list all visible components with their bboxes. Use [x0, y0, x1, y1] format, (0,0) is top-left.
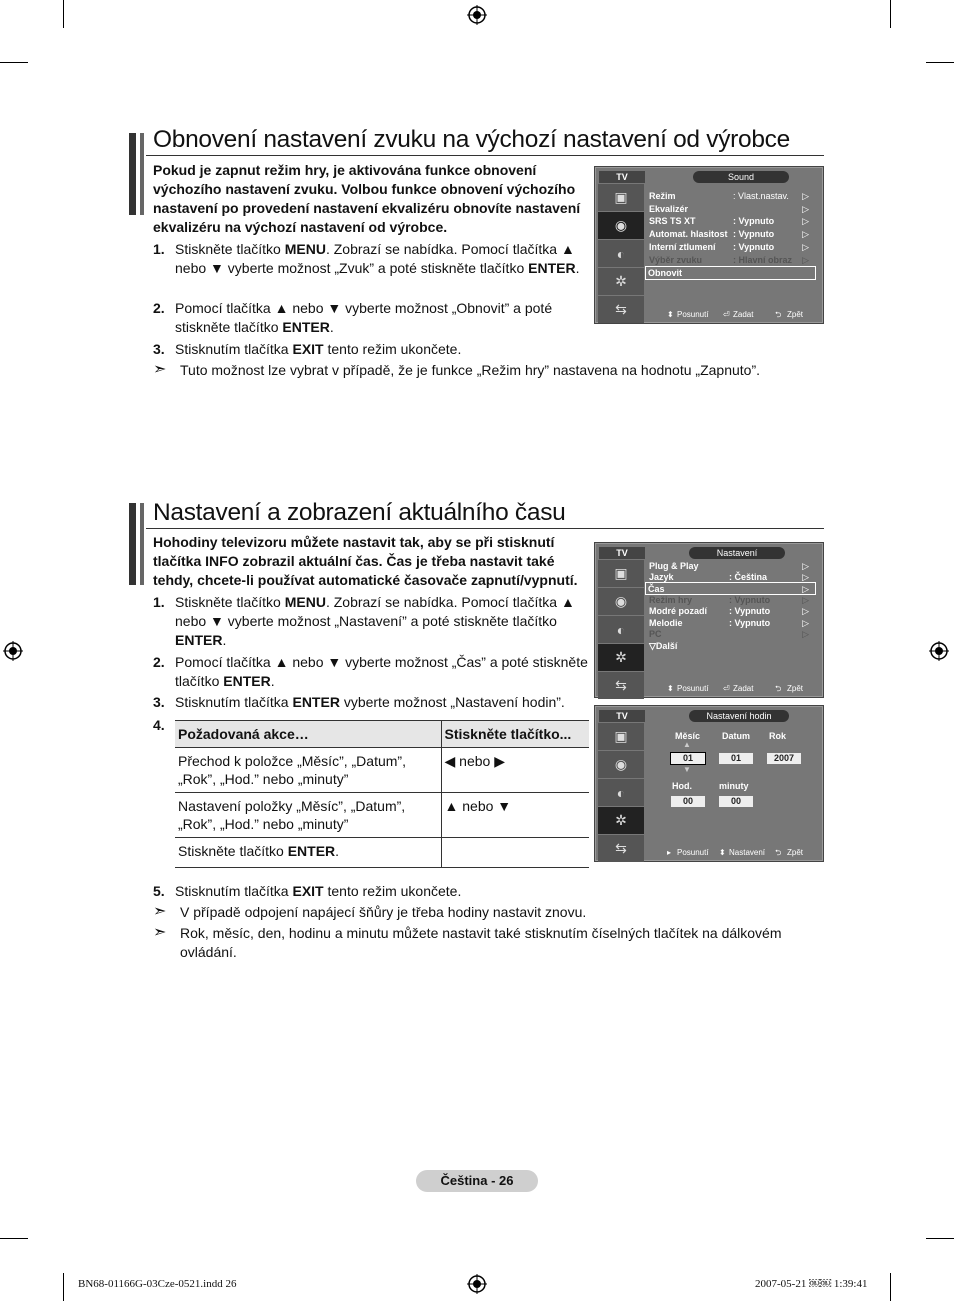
setup-icon: ✲ — [598, 268, 644, 295]
setup-icon: ✲ — [598, 644, 644, 671]
move-lr-icon: ▸ — [667, 848, 672, 857]
sound-icon: ◉ — [598, 588, 644, 615]
menu-item[interactable]: Režim : Vlast.nastav. ▷ — [649, 191, 809, 201]
note-arrow-icon: ➣ — [153, 361, 167, 378]
year-label: Rok — [769, 731, 787, 741]
table-header: Stiskněte tlačítko... — [441, 721, 589, 748]
down-arrow-icon: ▼ — [683, 765, 691, 774]
action-table — [175, 720, 589, 868]
sound-icon: ◉ — [598, 212, 644, 239]
note-arrow-icon: ➣ — [153, 924, 167, 941]
file-name: BN68-01166G-03Cze-0521.indd 26 — [78, 1278, 237, 1290]
up-arrow-icon: ▲ — [683, 740, 691, 749]
section-title: Nastavení a zobrazení aktuálního času — [153, 499, 566, 526]
input-icon: ⇆ — [598, 672, 644, 699]
registration-mark-icon — [929, 641, 949, 661]
osd-clock-menu: TV Nastavení hodin ▣ ◉ ◐ ✲ ⇆ Měsíc Datum Rok ▲ 01 01 2007 ▼ Hod. minuty 00 00 ▸ Posunutí ⬍ Nastavení ⮌ Zpět — [594, 705, 824, 862]
channel-icon: ◐ — [598, 240, 644, 267]
enter-icon: ⏎ — [723, 310, 730, 319]
table-row: Stiskněte tlačítko ENTER. — [175, 838, 589, 868]
month-label: Měsíc — [675, 731, 701, 741]
enter-icon: ⏎ — [723, 684, 730, 693]
menu-item[interactable]: Ekvalizér ▷ — [649, 204, 809, 214]
menu-item-selected[interactable]: Čas ▷ — [646, 583, 815, 594]
osd-setup-menu: TV Nastavení ▣ ◉ ◐ ✲ ⇆ Plug & Play ▷ Jazyk : Čeština ▷ Čas ▷ Režim hry : Vypnuto ▷ Modré pozadí : Vypnuto ▷ Melodie : Vypnuto ▷ PC ▷ ▽Další ⬍ Posunutí ⏎ Zadat ⮌ Zpět — [594, 542, 824, 698]
input-icon: ⇆ — [598, 835, 644, 862]
section-intro: Pokud je zapnut režim hry, je aktivována funkce obnovení výchozího nastavení zvuku. Volbou funkce obnovení výchozího nastavení po provedení nastavení ekvalizéru obnovíte nastavení ekvalizéru na výchozí nastavení od výrobce. — [153, 162, 581, 235]
menu-item[interactable]: Modré pozadí : Vypnuto ▷ — [649, 606, 809, 616]
menu-item[interactable]: Režim hry : Vypnuto ▷ — [649, 595, 809, 605]
menu-item[interactable]: Melodie : Vypnuto ▷ — [649, 618, 809, 628]
section-rule — [146, 528, 824, 529]
move-icon: ⬍ — [667, 684, 674, 693]
section-marker — [129, 503, 140, 585]
move-icon: ⬍ — [667, 310, 674, 319]
picture-icon: ▣ — [598, 184, 644, 211]
registration-mark-icon — [467, 5, 487, 25]
menu-item[interactable]: Interní ztlumení : Vypnuto ▷ — [649, 242, 809, 252]
channel-icon: ◐ — [598, 616, 644, 643]
osd-sound-menu: TV Sound ▣ ◉ ◐ ✲ ⇆ Režim : Vlast.nastav. ▷ Ekvalizér ▷ SRS TS XT : Vypnuto ▷ Automat. hlasitost : Vypnuto ▷ Interní ztlumení : Vypnuto ▷ Výběr zvuku : Hlavní obraz ▷ Obnovit ⬍ Posunutí ⏎ Zadat ⮌ Zpět — [594, 166, 824, 324]
minute-label: minuty — [719, 781, 749, 791]
date-field[interactable]: 01 — [719, 753, 753, 764]
section-intro: Hohodiny televizoru můžete nastavit tak, aby se při stisknutí tlačítka INFO zobrazil aktuální čas. Čas je třeba nastavit také tehdy, chcete-li používat automatické časovače zapnutí/vypnutí. — [153, 534, 578, 588]
sound-icon: ◉ — [598, 751, 644, 778]
return-icon: ⮌ — [775, 848, 782, 857]
month-field[interactable]: 01 — [671, 753, 705, 764]
hour-label: Hod. — [672, 781, 692, 791]
menu-item[interactable]: SRS TS XT : Vypnuto ▷ — [649, 216, 809, 226]
return-icon: ⮌ — [775, 310, 782, 319]
menu-item[interactable]: PC ▷ — [649, 629, 809, 639]
adjust-icon: ⬍ — [719, 848, 726, 857]
table-header: Požadovaná akce… — [175, 721, 441, 748]
input-icon: ⇆ — [598, 296, 644, 323]
date-label: Datum — [722, 731, 751, 741]
table-row: Nastavení položky „Měsíc”, „Datum”, „Rok”, „Hod.” nebo „minuty” ▲ nebo ▼ — [175, 793, 589, 838]
picture-icon: ▣ — [598, 723, 644, 750]
hour-field[interactable]: 00 — [671, 796, 705, 807]
return-icon: ⮌ — [775, 684, 782, 693]
setup-icon: ✲ — [598, 807, 644, 834]
table-row: Přechod k položce „Měsíc”, „Datum”, „Rok”, „Hod.” nebo „minuty” ◀ nebo ▶ — [175, 748, 589, 793]
menu-item[interactable]: Výběr zvuku : Hlavní obraz ▷ — [649, 255, 809, 265]
menu-item-selected[interactable]: Obnovit — [646, 267, 815, 279]
section-title: Obnovení nastavení zvuku na výchozí nastavení od výrobce — [153, 126, 790, 153]
registration-mark-icon — [467, 1274, 487, 1294]
picture-icon: ▣ — [598, 560, 644, 587]
menu-item-more[interactable]: ▽Další — [649, 641, 678, 651]
menu-item[interactable]: Automat. hlasitost : Vypnuto ▷ — [649, 229, 809, 239]
page-number: Čeština - 26 — [416, 1170, 538, 1192]
menu-item[interactable]: Jazyk : Čeština ▷ — [649, 572, 809, 582]
section-marker — [129, 133, 140, 215]
channel-icon: ◐ — [598, 779, 644, 806]
minute-field[interactable]: 00 — [719, 796, 753, 807]
section-rule — [146, 155, 824, 156]
print-date: 2007-05-21 ￼￼ 1:39:41 — [755, 1278, 868, 1290]
note-arrow-icon: ➣ — [153, 903, 167, 920]
menu-item[interactable]: Plug & Play ▷ — [649, 561, 809, 571]
registration-mark-icon — [3, 641, 23, 661]
year-field[interactable]: 2007 — [767, 753, 801, 764]
